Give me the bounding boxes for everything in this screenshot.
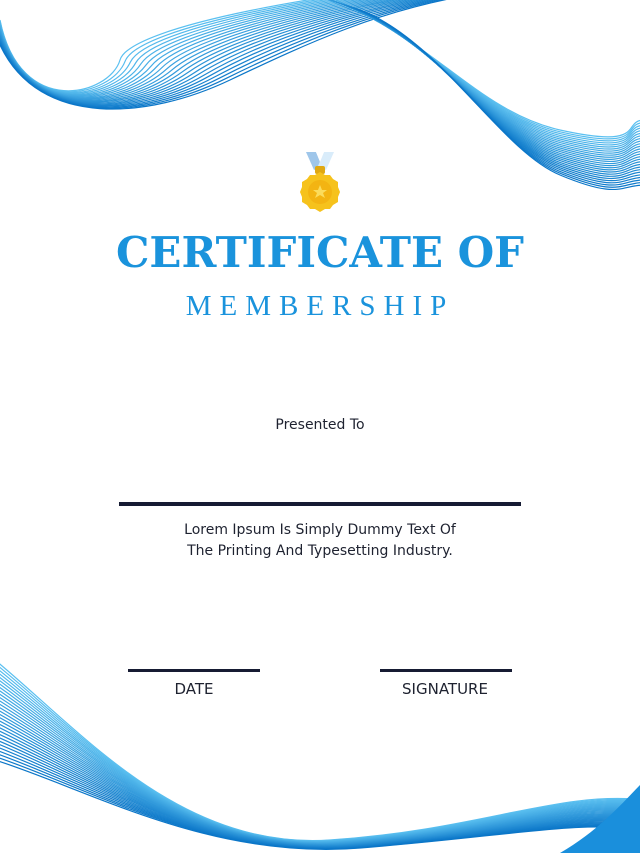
wave-line [341, 4, 640, 172]
wave-top-right [300, 0, 640, 189]
date-label: DATE [174, 680, 214, 698]
wave-line [0, 0, 470, 99]
wave-line [0, 0, 470, 99]
signature-label: SIGNATURE [402, 680, 488, 698]
wave-line [302, 0, 640, 139]
wave-line [338, 3, 640, 170]
wave-line [331, 0, 640, 163]
description-line-1: Lorem Ipsum Is Simply Dummy Text Of [184, 522, 456, 538]
wave-line [322, 0, 640, 155]
wave-bottom [0, 660, 640, 849]
wave-line [319, 0, 640, 153]
presented-to-label: Presented To [275, 417, 365, 433]
signature-line [380, 669, 512, 672]
medal-icon [298, 152, 342, 214]
wave-line [336, 2, 640, 168]
recipient-name-line [119, 502, 521, 506]
wave-line [334, 1, 640, 165]
wave-line [0, 760, 640, 849]
wave-top-left [0, 0, 470, 109]
wave-line [324, 0, 640, 157]
wave-line [0, 746, 640, 848]
date-line [128, 669, 260, 672]
wave-line [329, 0, 640, 161]
wave-line [312, 0, 640, 147]
wave-line [0, 0, 470, 98]
wave-line [0, 0, 470, 100]
certificate-subtitle: MEMBERSHIP [185, 290, 455, 322]
description-line-2: The Printing And Typesetting Industry. [187, 543, 453, 559]
certificate-title: CERTIFICATE OF [116, 228, 524, 277]
wave-line [307, 0, 640, 143]
wave-line [317, 0, 640, 151]
wave-line [0, 0, 470, 97]
certificate-description [0, 520, 640, 562]
wave-line [343, 4, 640, 174]
